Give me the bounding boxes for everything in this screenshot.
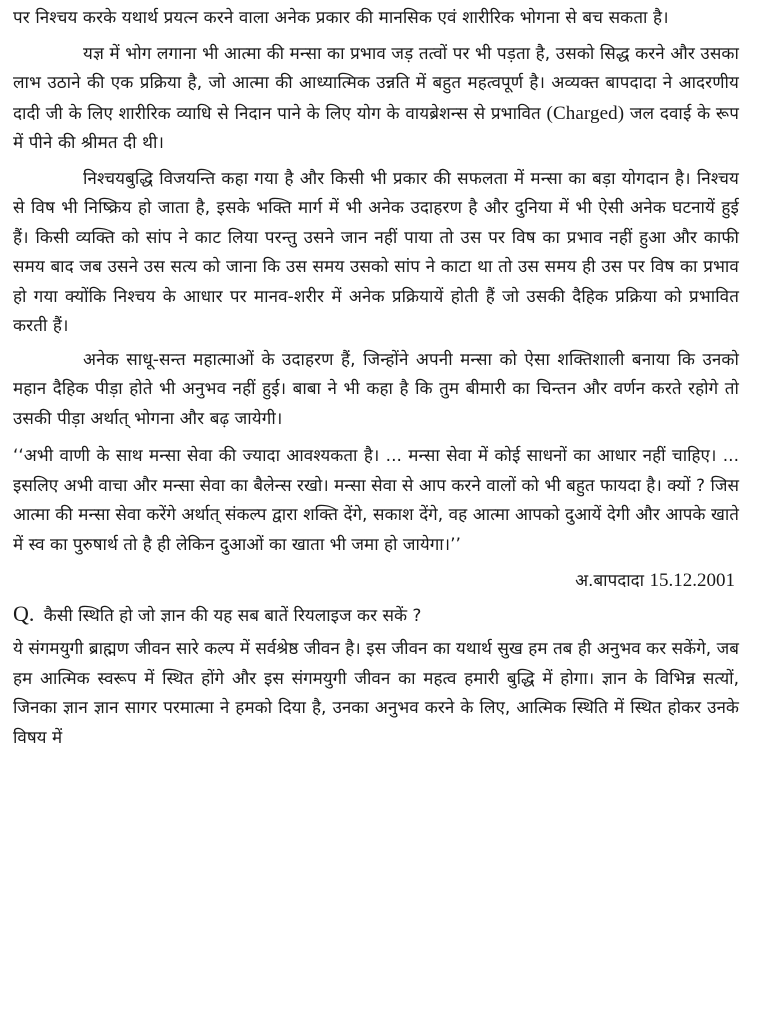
charged-term: (Charged)	[546, 102, 625, 124]
paragraph-nishchay: निश्चयबुद्धि विजयन्ति कहा गया है और किसी भी प्रकार की सफलता में मन्सा का बड़ा योगदान है। निश्चय से विष भी निष्क्रिय हो जाता है, इसके भक्ति मार्ग में भी अनेक उदाहरण है और दुनिया में भी ऐसी अनेक घटनायें हुई हैं। किसी व्यक्ति को सांप ने काट लिया परन्तु उसने जान नहीं पाया तो उस पर विष का प्रभाव नहीं हुआ और काफी समय बाद जब उसने उस सत्य को जाना कि उस समय उसको सांप ने काटा था तो उस समय ही उस पर विष का प्रभाव हो गया क्योंकि निश्चय के आधार पर मानव-शरीर में अनेक प्रक्रियायें होती हैं जो उसकी दैहिक प्रक्रिया को प्रभावित करती हैं।	[13, 168, 739, 336]
document-page	[13, 4, 739, 753]
paragraph-yagya	[13, 40, 739, 159]
question-marker: Q.	[13, 601, 35, 626]
quote-attribution	[13, 566, 739, 596]
paragraph-yagya-text-end: जल दवाई के रूप में पीने की श्रीमत दी थी।	[13, 103, 739, 153]
attribution-name: अ.बापदादा	[575, 571, 645, 591]
paragraph-continuation: पर निश्चय करके यथार्थ प्रयत्न करने वाला अनेक प्रकार की मानसिक एवं शारीरिक भोगना से बच सकता है।	[13, 8, 669, 28]
paragraph-yagya-text-start: यज्ञ में भोग लगाना भी आत्मा की मन्सा का प्रभाव जड़ तत्वों पर भी पड़ता है, उसको सिद्ध करने और उसका लाभ उठाने की एक प्रक्रिया है, जो आत्मा की आध्यात्मिक उन्नति में बहुत महत्वपूर्ण है। अव्यक्त बापदादा ने आदरणीय दादी जी के लिए शारीरिक व्याधि से निदान पाने के लिए योग के वायब्रेशन्स से प्रभावित	[13, 43, 739, 124]
question-heading	[13, 599, 739, 631]
attribution-date: 15.12.2001	[649, 570, 735, 591]
question-text: कैसी स्थिति हो जो ज्ञान की यह सब बातें रियलाइज कर सकें ?	[43, 606, 422, 626]
answer-paragraph: ये संगमयुगी ब्राह्मण जीवन सारे कल्प में सर्वश्रेष्ठ जीवन है। इस जीवन का यथार्थ सुख हम तब ही अनुभव कर सकेंगे, जब हम आत्मिक स्वरूप में स्थित होंगे और इस संगमयुगी जीवन का महत्व हमारी बुद्धि में होगा। ज्ञान के विभिन्न सत्यों, जिनका ज्ञान ज्ञान सागर परमात्मा ने हमको दिया है, उनका अनुभव करने के लिए, आत्मिक स्थिति में स्थित होकर उनके विषय में	[13, 639, 739, 748]
bapdada-quote: ‘‘अभी वाणी के साथ मन्सा सेवा की ज्यादा आवश्यकता है। ... मन्सा सेवा में कोई साधनों का आधार नहीं चाहिए। ... इसलिए अभी वाचा और मन्सा सेवा का बैलेन्स रखो। मन्सा सेवा से आप करने वालों को भी बहुत फायदा है। क्यों ? जिस आत्मा की मन्सा सेवा करेंगे अर्थात् संकल्प द्वारा शक्ति देंगे, सकाश देंगे, वह आत्मा आपको दुआयें देगी और आपके खाते में स्व का पुरुषार्थ तो है ही लेकिन दुआओं का खाता भी जमा हो जायेगा।’’	[13, 446, 739, 555]
paragraph-sadhu-sant: अनेक साधू-सन्त महात्माओं के उदाहरण हैं, जिन्होंने अपनी मन्सा को ऐसा शक्तिशाली बनाया कि उनको महान दैहिक पीड़ा होते भी अनुभव नहीं हुई। बाबा ने भी कहा है कि तुम बीमारी का चिन्तन और वर्णन करते रहोगे तो उसकी पीड़ा अर्थात् भोगना और बढ़ जायेगी।	[13, 349, 739, 429]
